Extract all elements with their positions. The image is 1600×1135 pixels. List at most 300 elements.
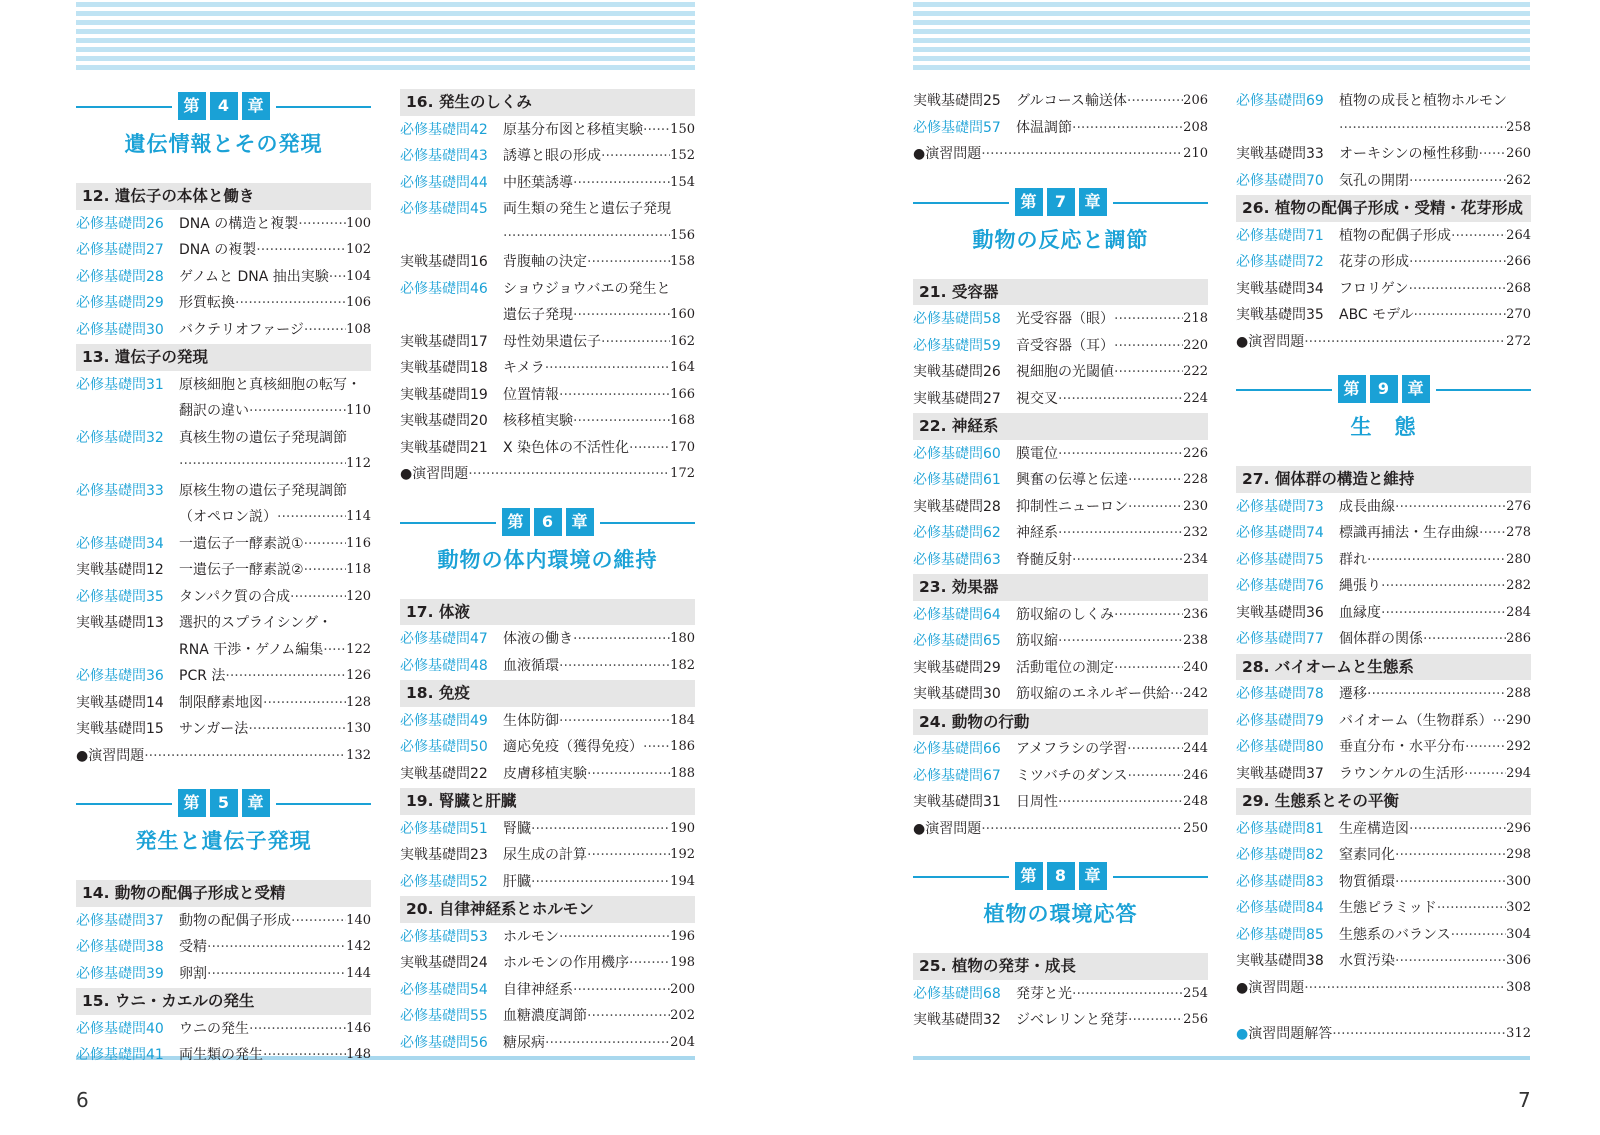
section-heading: 22. 神経系 <box>913 413 1208 440</box>
page-reference: 116 <box>346 535 371 551</box>
problem-label: 必修基礎問55 <box>400 1008 488 1024</box>
entry-title: DNA の構造と複製 <box>179 215 299 232</box>
toc-entry[interactable] <box>913 494 1208 521</box>
toc-entry[interactable] <box>400 950 695 977</box>
entry-body <box>179 264 371 291</box>
toc-entry[interactable] <box>76 290 371 317</box>
entry-body <box>1339 249 1531 276</box>
entry-body <box>1016 115 1208 142</box>
chapter-heading <box>1236 375 1531 465</box>
page-reference: 302 <box>1506 900 1531 915</box>
leader-dots <box>981 816 1183 843</box>
problem-label: 実戦基礎問37 <box>1236 765 1324 782</box>
entry-title: 血液循環 <box>503 657 559 674</box>
entry-title: ホルモン <box>503 928 559 945</box>
problem-label: 必修基礎問33 <box>76 482 164 499</box>
entry-title: X 染色体の不活性化 <box>503 439 630 456</box>
problem-label: 必修基礎問52 <box>400 873 488 890</box>
problem-label: 必修基礎問82 <box>1236 847 1324 863</box>
toc-entry[interactable] <box>913 547 1208 574</box>
entry-body <box>179 398 371 425</box>
toc-entry[interactable] <box>400 977 695 1004</box>
page-reference: 210 <box>1183 146 1208 161</box>
toc-entry[interactable] <box>913 789 1208 816</box>
entry-title: タンパク質の合成 <box>179 588 291 605</box>
leader-dots <box>559 924 670 951</box>
entry-title: 物質循環 <box>1339 873 1395 890</box>
entry-title: 演習問題 <box>925 820 982 837</box>
toc-column-2 <box>400 88 695 1056</box>
toc-entry[interactable] <box>400 708 695 735</box>
leader-dots <box>1408 276 1506 303</box>
entry-body <box>1339 761 1531 788</box>
page-reference: 236 <box>1183 606 1208 622</box>
problem-label: 必修基礎問49 <box>400 712 488 729</box>
toc-entry[interactable] <box>76 1016 371 1043</box>
toc-entry-continuation[interactable] <box>400 302 695 329</box>
leader-dots <box>629 435 670 462</box>
entry-title: ホルモンの作用機序 <box>503 955 629 971</box>
toc-entry[interactable] <box>400 816 695 843</box>
section-gap <box>1236 355 1531 375</box>
problem-label: 必修基礎問79 <box>1236 712 1324 729</box>
entry-body <box>179 610 371 637</box>
answers-entry[interactable] <box>1236 1021 1531 1048</box>
leader-dots <box>1114 306 1183 333</box>
toc-entry[interactable] <box>913 655 1208 682</box>
entry-title: 翻訳の違い <box>179 403 249 419</box>
toc-entry[interactable] <box>400 435 695 462</box>
entry-title: 中胚葉誘導 <box>503 174 573 191</box>
toc-entry[interactable] <box>400 276 695 303</box>
leader-dots <box>1128 467 1183 494</box>
page-reference: 190 <box>670 820 695 836</box>
entry-title: 生態系のバランス <box>1339 926 1451 943</box>
problem-label: 実戦基礎問31 <box>913 794 1001 810</box>
toc-entry[interactable] <box>1236 547 1531 574</box>
problem-label: 実戦基礎問19 <box>400 386 488 403</box>
toc-entry[interactable] <box>913 386 1208 413</box>
toc-entry[interactable] <box>400 869 695 896</box>
entry-title: 筋収縮のしくみ <box>1016 606 1114 623</box>
page-reference: 248 <box>1183 794 1208 809</box>
problem-label: 実戦基礎問35 <box>1236 307 1324 323</box>
page-reference: 224 <box>1183 390 1208 406</box>
toc-entry[interactable] <box>400 842 695 869</box>
entry-title: 皮膚移植実験 <box>503 765 587 782</box>
toc-entry-continuation[interactable] <box>76 398 371 425</box>
entry-body <box>503 170 695 197</box>
problem-label: 必修基礎問77 <box>1236 631 1324 647</box>
entry-title: ミツバチのダンス <box>1016 767 1128 784</box>
problem-label: 実戦基礎問33 <box>1236 146 1324 162</box>
toc-entry[interactable] <box>913 736 1208 763</box>
toc-entry[interactable] <box>76 372 371 399</box>
leader-dots <box>1304 329 1506 356</box>
chapter-heading <box>76 92 371 182</box>
leader-dots <box>1423 626 1506 653</box>
entry-title: 形質転換 <box>179 295 235 311</box>
toc-entry[interactable] <box>76 610 371 637</box>
chapter-title: 植物の環境応答 <box>983 902 1138 926</box>
exercise-entry[interactable] <box>1236 975 1531 1002</box>
leader-dots <box>1409 168 1506 195</box>
entry-body <box>179 372 371 399</box>
toc-entry[interactable] <box>400 143 695 170</box>
page-reference: 202 <box>670 1008 695 1023</box>
exercise-entry[interactable] <box>913 141 1208 168</box>
toc-entry[interactable] <box>913 306 1208 333</box>
page-reference: 108 <box>346 321 371 337</box>
toc-entry[interactable] <box>76 531 371 558</box>
entry-body <box>1016 681 1208 708</box>
leader-dots <box>1127 736 1183 763</box>
problem-label: 必修基礎問61 <box>913 472 1001 488</box>
entry-title: 演習問題解答 <box>1248 1026 1333 1042</box>
chapter-word-box: 第 <box>502 508 530 536</box>
entry-title: ゲノムと DNA 抽出実験 <box>179 268 329 285</box>
leader-dots <box>1114 333 1183 360</box>
entry-title: 窒素同化 <box>1339 847 1395 863</box>
entry-body <box>1339 547 1531 574</box>
toc-entry[interactable] <box>400 734 695 761</box>
problem-label: 必修基礎問35 <box>76 588 164 605</box>
toc-entry[interactable] <box>913 628 1208 655</box>
entry-body <box>1016 547 1208 574</box>
entry-title: 群れ <box>1339 551 1367 568</box>
entry-title: 筋収縮のエネルギー供給 <box>1016 686 1170 702</box>
problem-label: 必修基礎問62 <box>913 525 1001 541</box>
entry-body <box>503 708 695 735</box>
problem-label: 必修基礎問45 <box>400 201 488 217</box>
toc-entry[interactable] <box>76 317 371 344</box>
toc-entry[interactable] <box>1236 573 1531 600</box>
leader-dots <box>1395 842 1506 869</box>
toc-entry[interactable] <box>1236 88 1531 115</box>
toc-entry[interactable] <box>1236 276 1531 303</box>
toc-entry[interactable] <box>913 359 1208 386</box>
chapter-suffix-box: 章 <box>566 508 594 536</box>
chapter-number-box: 8 <box>1047 862 1075 890</box>
page-reference: 232 <box>1183 525 1208 540</box>
toc-entry[interactable] <box>1236 869 1531 896</box>
toc-entry[interactable] <box>1236 626 1531 653</box>
chapter-heading <box>400 508 695 598</box>
entry-title: バイオーム（生物群系） <box>1339 712 1493 729</box>
entry-body <box>1339 708 1531 735</box>
section-heading: 18. 免疫 <box>400 680 695 707</box>
toc-entry[interactable] <box>400 249 695 276</box>
problem-label: 必修基礎問54 <box>400 981 488 998</box>
section-gap <box>76 769 371 789</box>
page-reference: 206 <box>1183 93 1208 108</box>
page-reference: 118 <box>346 562 371 577</box>
toc-entry[interactable] <box>76 716 371 743</box>
toc-entry[interactable] <box>913 602 1208 629</box>
problem-label: 実戦基礎問20 <box>400 413 488 429</box>
entry-body <box>503 355 695 382</box>
toc-entry[interactable] <box>400 355 695 382</box>
section-heading: 26. 植物の配偶子形成・受精・花芽形成 <box>1236 195 1531 222</box>
chapter-heading <box>76 789 371 879</box>
toc-entry[interactable] <box>1236 948 1531 975</box>
entry-body <box>503 143 695 170</box>
entry-title: 真核生物の遺伝子発現調節 <box>179 429 347 446</box>
entry-title: 体液の働き <box>503 631 573 647</box>
page-reference: 164 <box>670 360 695 375</box>
page-reference: 186 <box>670 739 695 754</box>
leader-dots <box>304 557 347 584</box>
section-heading: 28. バイオームと生態系 <box>1236 654 1531 681</box>
page-reference: 230 <box>1183 498 1208 514</box>
toc-entry[interactable] <box>1236 141 1531 168</box>
toc-entry[interactable] <box>1236 302 1531 329</box>
entry-title: 制限酵素地図 <box>179 694 263 711</box>
toc-entry[interactable] <box>1236 842 1531 869</box>
toc-entry[interactable] <box>1236 816 1531 843</box>
entry-title: 垂直分布・水平分布 <box>1339 739 1465 755</box>
exercise-bullet-icon: ● <box>76 747 89 764</box>
entry-title: 原核生物の遺伝子発現調節 <box>179 482 347 499</box>
entry-title: 遷移 <box>1339 686 1367 702</box>
toc-entry[interactable] <box>400 1003 695 1030</box>
problem-label: 必修基礎問40 <box>76 1020 164 1037</box>
toc-entry[interactable] <box>1236 249 1531 276</box>
toc-entry[interactable] <box>76 663 371 690</box>
toc-entry[interactable] <box>1236 600 1531 627</box>
problem-label: 必修基礎問71 <box>1236 227 1324 244</box>
leader-dots <box>263 690 346 717</box>
chapter-number-boxes <box>1332 375 1436 403</box>
entry-body <box>1339 520 1531 547</box>
problem-label: 必修基礎問60 <box>913 445 1001 462</box>
leader-dots <box>573 302 670 329</box>
exercise-entry[interactable] <box>400 461 695 488</box>
entry-title: 血糖濃度調節 <box>503 1008 587 1024</box>
problem-label: 必修基礎問57 <box>913 119 1001 136</box>
toc-entry[interactable] <box>400 761 695 788</box>
toc-entry[interactable] <box>400 1030 695 1057</box>
entry-body <box>179 716 371 743</box>
toc-entry[interactable] <box>76 557 371 584</box>
toc-entry[interactable] <box>76 934 371 961</box>
toc-entry-continuation[interactable] <box>76 451 371 478</box>
leader-dots <box>1072 115 1183 142</box>
problem-label: 必修基礎問81 <box>1236 820 1324 837</box>
entry-body <box>503 408 695 435</box>
section-heading: 24. 動物の行動 <box>913 709 1208 736</box>
problem-label: 必修基礎問63 <box>913 551 1001 568</box>
problem-label: 必修基礎問48 <box>400 657 488 674</box>
toc-entry[interactable] <box>1236 922 1531 949</box>
entry-body <box>179 451 371 478</box>
entry-title: 音受容器（耳） <box>1016 337 1114 354</box>
exercise-entry[interactable] <box>76 743 371 770</box>
toc-entry[interactable] <box>913 1007 1208 1034</box>
toc-entry[interactable] <box>1236 223 1531 250</box>
entry-body <box>1016 763 1208 790</box>
toc-entry[interactable] <box>913 441 1208 468</box>
entry-title: 原基分布図と移植実験 <box>503 121 643 138</box>
page-reference: 140 <box>346 912 371 928</box>
toc-entry[interactable] <box>76 1042 371 1069</box>
leader-dots <box>601 143 670 170</box>
toc-entry[interactable] <box>1236 520 1531 547</box>
toc-entry[interactable] <box>913 115 1208 142</box>
entry-body <box>1339 734 1531 761</box>
section-heading: 12. 遺伝子の本体と働き <box>76 183 371 210</box>
toc-entry[interactable] <box>400 170 695 197</box>
entry-title: 体温調節 <box>1016 119 1072 136</box>
toc-entry[interactable] <box>400 329 695 356</box>
toc-entry[interactable] <box>76 237 371 264</box>
toc-entry[interactable] <box>76 961 371 988</box>
entry-title: ウニの発生 <box>179 1020 249 1037</box>
toc-entry[interactable] <box>400 382 695 409</box>
leader-dots <box>249 398 346 425</box>
leader-dots <box>235 290 346 317</box>
entry-body <box>1016 359 1208 386</box>
entry-title: グルコース輸送体 <box>1016 93 1127 109</box>
toc-entry[interactable] <box>76 584 371 611</box>
entry-title: 肝臓 <box>503 873 531 890</box>
leader-dots <box>1479 141 1507 168</box>
section-gap <box>913 168 1208 188</box>
problem-label: 実戦基礎問18 <box>400 360 488 376</box>
entry-title: バクテリオファージ <box>179 321 304 338</box>
section-gap <box>913 842 1208 862</box>
toc-entry[interactable] <box>913 333 1208 360</box>
toc-entry[interactable] <box>76 425 371 452</box>
problem-label: 必修基礎問51 <box>400 820 488 837</box>
toc-entry[interactable] <box>76 211 371 238</box>
entry-title: 両生類の発生 <box>179 1047 263 1063</box>
leader-dots <box>1114 359 1183 386</box>
toc-entry[interactable] <box>913 467 1208 494</box>
leader-dots <box>981 141 1183 168</box>
leader-dots <box>643 734 670 761</box>
entry-body <box>1339 842 1531 869</box>
entry-body <box>1016 494 1208 521</box>
toc-entry[interactable] <box>76 908 371 935</box>
entry-title: 神経系 <box>1016 525 1058 541</box>
entry-body <box>1016 628 1208 655</box>
entry-body <box>503 302 695 329</box>
entry-body <box>1339 895 1531 922</box>
toc-entry[interactable] <box>913 88 1208 115</box>
toc-entry[interactable] <box>76 478 371 505</box>
entry-title: ABC モデル <box>1339 307 1414 323</box>
toc-entry[interactable] <box>1236 168 1531 195</box>
problem-label: 実戦基礎問15 <box>76 721 164 737</box>
problem-label: 必修基礎問58 <box>913 311 1001 327</box>
leader-dots <box>1437 895 1506 922</box>
toc-entry[interactable] <box>400 196 695 223</box>
leader-dots <box>225 663 346 690</box>
toc-entry[interactable] <box>76 264 371 291</box>
toc-column-3 <box>913 88 1208 1034</box>
leader-dots <box>629 950 670 977</box>
problem-label: 実戦基礎問23 <box>400 847 488 863</box>
page-reference: 234 <box>1183 551 1208 567</box>
entry-title: 受精 <box>179 939 207 955</box>
section-heading: 17. 体液 <box>400 599 695 626</box>
exercise-entry[interactable] <box>1236 329 1531 356</box>
entry-title: フロリゲン <box>1339 280 1409 297</box>
exercise-entry[interactable] <box>913 816 1208 843</box>
entry-body <box>179 531 371 558</box>
entry-body <box>179 690 371 717</box>
toc-entry[interactable] <box>1236 895 1531 922</box>
leader-dots <box>573 408 670 435</box>
problem-label: 必修基礎問76 <box>1236 578 1324 594</box>
toc-entry[interactable] <box>913 520 1208 547</box>
problem-label: 実戦基礎問13 <box>76 615 164 631</box>
toc-entry[interactable] <box>400 653 695 680</box>
problem-label: 必修基礎問59 <box>913 337 1001 354</box>
toc-entry[interactable] <box>76 690 371 717</box>
section-heading: 21. 受容器 <box>913 279 1208 306</box>
page-reference: 110 <box>346 403 371 418</box>
exercise-bullet-icon: ● <box>913 820 926 837</box>
section-heading: 20. 自律神経系とホルモン <box>400 896 695 923</box>
entry-body <box>1016 333 1208 360</box>
toc-entry[interactable] <box>1236 761 1531 788</box>
entry-body <box>1016 386 1208 413</box>
toc-entry[interactable] <box>400 924 695 951</box>
toc-entry-continuation[interactable] <box>1236 115 1531 142</box>
leader-dots <box>1381 573 1506 600</box>
toc-entry[interactable] <box>1236 734 1531 761</box>
entry-body <box>179 237 371 264</box>
problem-label: 必修基礎問47 <box>400 631 488 647</box>
entry-body <box>503 924 695 951</box>
toc-entry[interactable] <box>1236 494 1531 521</box>
entry-body <box>1339 141 1531 168</box>
leader-dots <box>1072 547 1183 574</box>
page-reference: 160 <box>670 307 695 322</box>
toc-entry[interactable] <box>913 763 1208 790</box>
chapter-number-boxes <box>1009 188 1113 216</box>
leader-dots <box>277 504 346 531</box>
entry-body <box>1339 223 1531 250</box>
entry-title: 視交叉 <box>1016 390 1058 407</box>
page-reference: 192 <box>670 847 695 862</box>
toc-entry[interactable] <box>1236 708 1531 735</box>
entry-title: 演習問題 <box>1248 333 1305 350</box>
toc-entry[interactable] <box>913 981 1208 1008</box>
toc-entry-continuation[interactable] <box>400 223 695 250</box>
leader-dots <box>304 531 347 558</box>
leader-dots <box>1114 655 1183 682</box>
leader-dots <box>329 264 346 291</box>
toc-entry[interactable] <box>913 681 1208 708</box>
page-reference: 166 <box>670 386 695 402</box>
toc-entry[interactable] <box>400 117 695 144</box>
entry-title: 個体群の関係 <box>1339 631 1423 647</box>
entry-body <box>503 869 695 896</box>
page-reference: 304 <box>1506 926 1531 942</box>
toc-entry[interactable] <box>400 626 695 653</box>
toc-entry-continuation[interactable] <box>76 637 371 664</box>
toc-entry[interactable] <box>400 408 695 435</box>
page-reference: 204 <box>670 1034 695 1050</box>
entry-body <box>1339 681 1531 708</box>
leader-dots <box>1058 520 1183 547</box>
toc-entry-continuation[interactable] <box>76 504 371 531</box>
toc-entry[interactable] <box>1236 681 1531 708</box>
bottom-rule-right <box>913 1056 1530 1060</box>
